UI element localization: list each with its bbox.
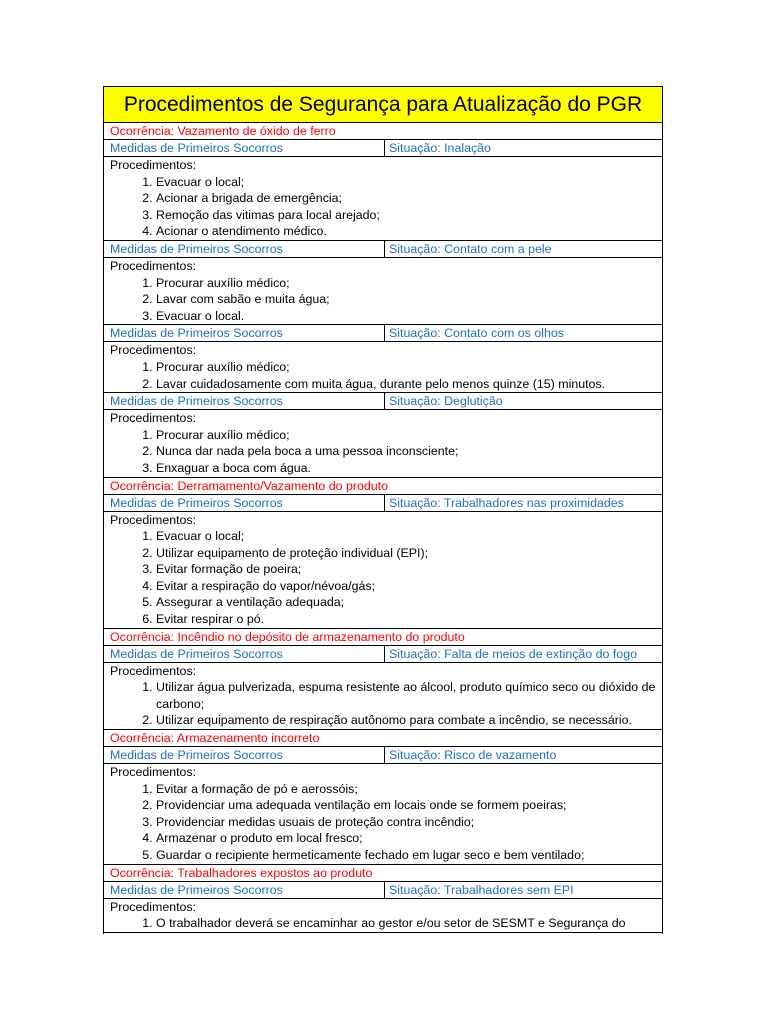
situation-label: Situação: Deglutição [389,394,503,409]
procedure-step: 3. Remoção das vitimas para local arejado; [156,207,656,224]
procedures-heading: Procedimentos: [110,258,197,273]
procedure-step: 2. Acionar a brigada de emergência; [156,190,656,207]
procedure-step: 5. Assegurar a ventilação adequada; [156,594,656,611]
procedures-heading: Procedimentos: [110,411,197,426]
procedure-step: 2. Providenciar uma adequada ventilação em locais onde se formem poeiras; [156,797,656,814]
procedures-list [110,915,656,932]
situation-label: Situação: Trabalhadores sem EPI [389,882,574,897]
procedure-step: 2. Utilizar equipamento de proteção individual (EPI); [156,545,656,562]
procedure-step: 1. O trabalhador deverá se encaminhar ao gestor e/ou setor de SESMT e Segurança do [156,915,656,932]
situation-label: Situação: Trabalhadores nas proximidades [389,495,624,510]
procedure-step: 2. Lavar cuidadosamente com muita água, durante pelo menos quinze (15) minutos. [156,376,656,393]
measures-label: Medidas de Primeiros Socorros [104,646,385,662]
procedure-step: 3. Enxaguar a boca com água. [156,460,656,477]
procedures-list [110,679,656,729]
situation-label: Situação: Contato com a pele [389,241,552,256]
procedure-step: 2. Nunca dar nada pela boca a uma pessoa inconsciente; [156,443,656,460]
subheader-row [104,495,662,512]
measures-label: Medidas de Primeiros Socorros [104,393,385,409]
procedures-list [110,427,656,477]
procedure-step: 3. Evitar formação de poeira; [156,561,656,578]
situation-label: Situação: Falta de meios de extinção do fogo [389,646,637,661]
subheader-row [104,747,662,764]
procedures-cell [104,410,662,477]
procedures-list [110,275,656,325]
procedures-cell [104,764,662,865]
procedure-step: 1. Procurar auxílio médico; [156,359,656,376]
measures-label: Medidas de Primeiros Socorros [104,495,385,511]
measures-label: Medidas de Primeiros Socorros [104,882,385,898]
procedure-step: 4. Acionar o atendimento médico. [156,223,656,240]
procedures-heading: Procedimentos: [110,343,197,358]
procedures-list [110,528,656,628]
procedures-heading: Procedimentos: [110,512,197,527]
situation-label: Situação: Inalação [389,141,491,155]
procedures-heading: Procedimentos: [110,899,197,914]
procedure-step: 1. Evitar a formação de pó e aerossóis; [156,781,656,798]
procedures-heading: Procedimentos: [110,663,197,678]
measures-label: Medidas de Primeiros Socorros [104,325,385,341]
situation-label: Situação: Contato com os olhos [389,326,564,341]
procedure-step: 1. Evacuar o local; [156,174,656,191]
procedure-step: 4. Armazenar o produto em local fresco; [156,830,656,847]
measures-label: Medidas de Primeiros Socorros [104,140,385,156]
procedures-cell [104,342,662,393]
measures-label: Medidas de Primeiros Socorros [104,747,385,763]
procedures-cell [104,512,662,629]
occurrence-row: Ocorrência: Incêndio no depósito de armazenamento do produto [104,629,662,646]
procedures-cell [104,157,662,241]
occurrence-row: Ocorrência: Armazenamento incorreto [104,730,662,747]
procedure-step: 4. Evitar a respiração do vapor/névoa/gás; [156,578,656,595]
subheader-row [104,325,662,342]
procedure-step: 5. Guardar o recipiente hermeticamente fechado em lugar seco e bem ventilado; [156,847,656,864]
procedures-list [110,359,656,392]
procedures-heading: Procedimentos: [110,765,197,780]
procedure-step: 3. Providenciar medidas usuais de proteção contra incêndio; [156,814,656,831]
procedure-step: 2. Utilizar equipamento de respiração autônomo para combate a incêndio, se necessário. [156,712,656,729]
document-title: Procedimentos de Segurança para Atualização do PGR [104,86,662,123]
procedures-list [110,174,656,240]
procedures-heading: Procedimentos: [110,158,197,172]
occurrence-row: Ocorrência: Trabalhadores expostos ao produto [104,865,662,882]
procedure-step: 3. Evacuar o local. [156,308,656,325]
procedure-step: 2. Lavar com sabão e muita água; [156,291,656,308]
table-body [104,123,662,933]
subheader-row [104,393,662,410]
procedure-step: 1. Procurar auxílio médico; [156,275,656,292]
subheader-row [104,140,662,157]
procedures-cell [104,258,662,325]
subheader-row [104,241,662,258]
procedures-list [110,781,656,864]
situation-label: Situação: Risco de vazamento [389,748,557,763]
procedures-cell [104,663,662,730]
subheader-row [104,646,662,663]
procedure-step: 1. Procurar auxílio médico; [156,427,656,444]
procedures-cell [104,899,662,933]
document-table [103,86,663,934]
procedure-step: 1. Utilizar água pulverizada, espuma resistente ao álcool, produto químico seco ou dióxido de carbono; [156,679,656,712]
occurrence-row: Ocorrência: Vazamento de óxido de ferro [104,123,662,140]
occurrence-row: Ocorrência: Derramamento/Vazamento do produto [104,478,662,495]
procedure-step: 6. Evitar respirar o pó. [156,611,656,628]
subheader-row [104,882,662,899]
procedure-step: 1. Evacuar o local; [156,528,656,545]
measures-label: Medidas de Primeiros Socorros [104,241,385,257]
